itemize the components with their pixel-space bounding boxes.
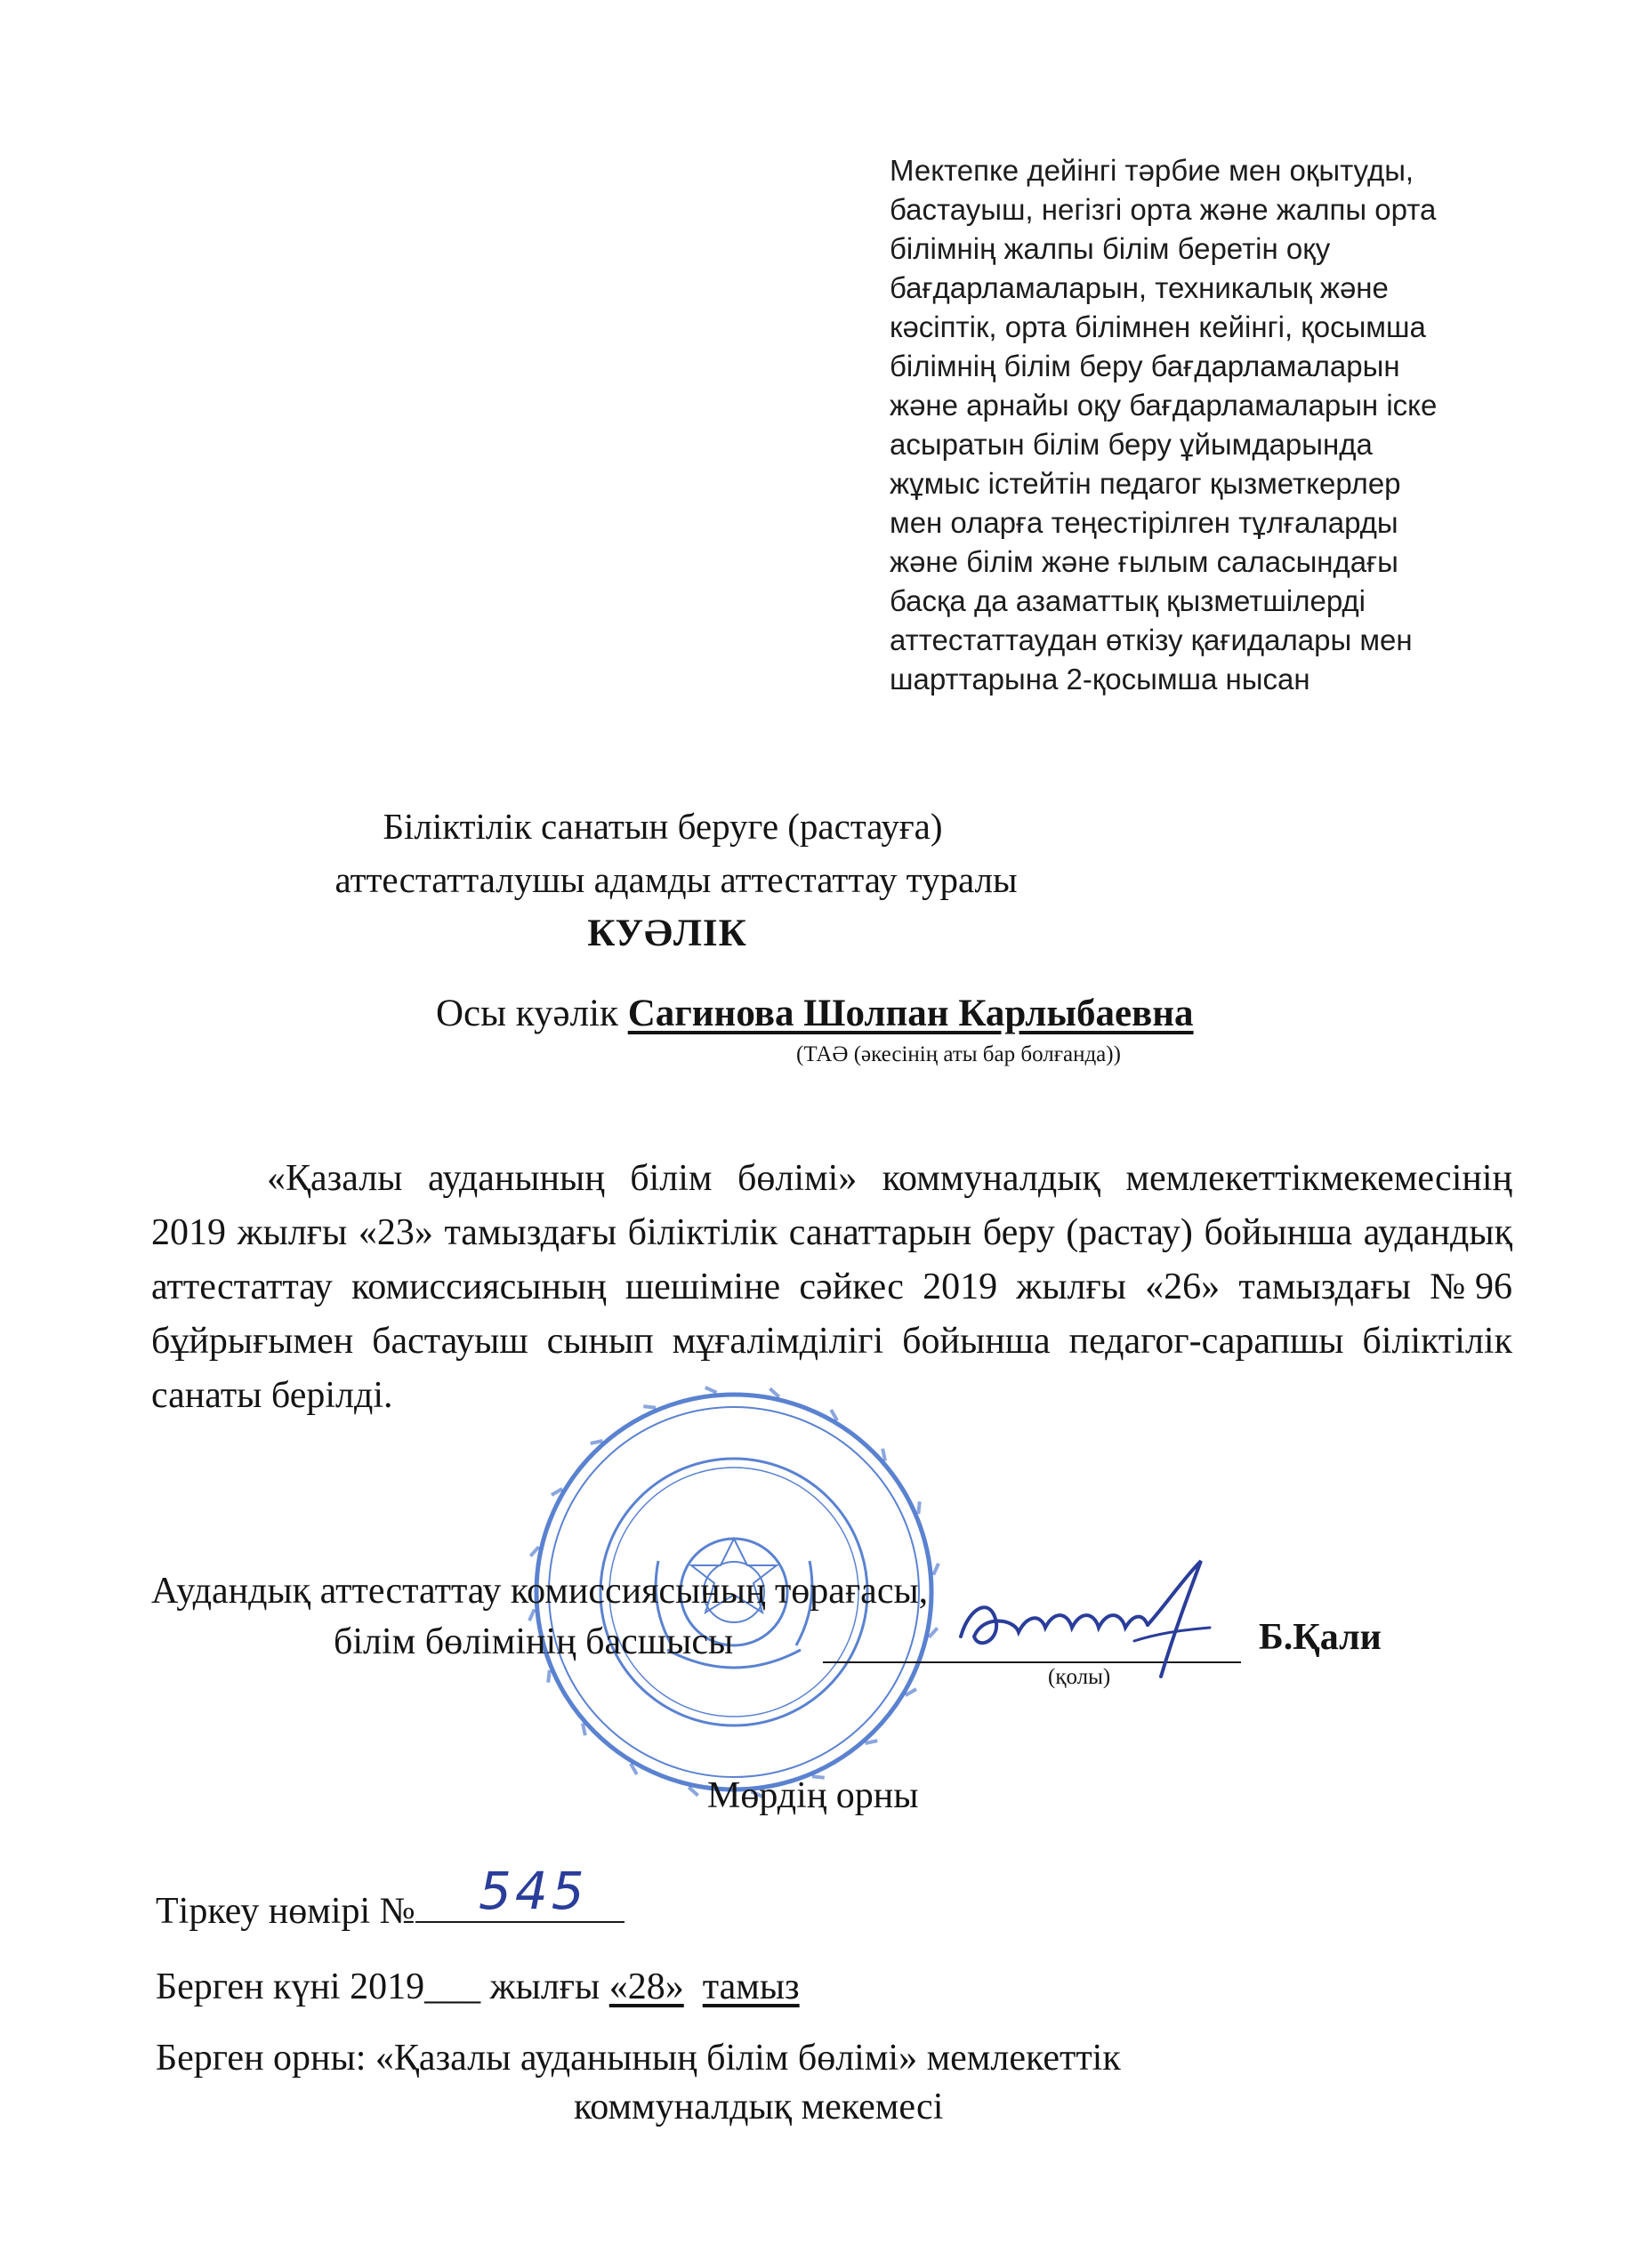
chief-name: Б.Қали [1259,1617,1382,1658]
issued-place-line-2: коммуналдық мекемесі [574,2087,944,2127]
issued-date-line [156,1966,800,2008]
chairman-title-line-1: Аудандық аттестаттау комиссиясының төрағасы, [151,1571,929,1612]
issued-date-prefix: Берген күні 2019___ жылғы [156,1966,609,2007]
appendix-line: бастауыш, негізгі орта және жалпы орта [890,193,1437,226]
registration-label: Тіркеу нөмірі № [156,1891,415,1932]
appendix-line: кәсіптік, орта білімнен кейінгі, қосымша [890,310,1426,343]
appendix-line: асыратын білім беру ұйымдарында [890,428,1373,461]
title-line-2: аттестатталушы адамды аттестаттау туралы [334,859,1018,900]
holder-name: Сагинова Шолпан Карлыбаевна [627,993,1194,1034]
appendix-line: басқа да азаматтық қызметшілерді [890,584,1366,617]
certificate-holder-line [436,992,1194,1035]
name-hint: (ТАӘ (әкесінің аты бар болғанда)) [796,1042,1121,1066]
document-heading: КУӘЛІК [587,913,747,954]
appendix-line: бағдарламаларын, техникалық және [890,271,1389,304]
appendix-line: және білім және ғылым саласындағы [890,545,1398,578]
body-text: «Қазалы ауданының білім бөлімі» коммуналдық мемлекеттікмекемесінің 2019 жылғы «23» тамыздағы біліктілік санаттарын беру (растау) бойынша аудандық аттестаттау комиссиясының шешіміне сәйкес 2019 жылғы «26» тамыздағы №96 бұйрығымен бастауыш сынып мұғалімділігі бойынша педагог-сарапшы біліктілік санаты берілді. [151,1158,1512,1416]
appendix-line: мен оларға теңестірілген тұлғаларды [890,506,1398,539]
issued-month: тамыз [702,1966,800,2007]
appendix-line: аттестаттаудан өткізу қағидалары мен [890,623,1413,656]
title-line-1: Біліктілік санатын беруге (растауға) [383,806,943,847]
appendix-line: білімнің білім беру бағдарламаларын [890,350,1400,382]
registration-number: 545 [479,1861,588,1921]
appendix-line: жұмыс істейтін педагог қызметкерлер [890,467,1401,500]
appendix-line: Мектепке дейінгі тәрбие мен оқытуды, [890,154,1414,187]
issued-day: «28» [608,1966,684,2007]
handwritten-signature-icon [943,1552,1245,1685]
signature-hint: (қолы) [1048,1665,1111,1689]
appendix-line: және арнайы оқу бағдарламаларын іске [890,389,1438,422]
appendix-note [890,151,1530,699]
certificate-prefix: Осы куәлік [436,993,628,1034]
appendix-line: шарттарына 2-қосымша нысан [890,663,1310,696]
appendix-line: білімнің жалпы білім беретін оқу [890,232,1331,265]
chairman-title-line-2: білім бөлімінің басшысы [334,1621,734,1662]
stamp-place-label: Мөрдің орны [707,1775,919,1816]
issued-place-line-1: Берген орны: «Қазалы ауданының білім бөлімі» мемлекеттік [156,2038,1121,2079]
